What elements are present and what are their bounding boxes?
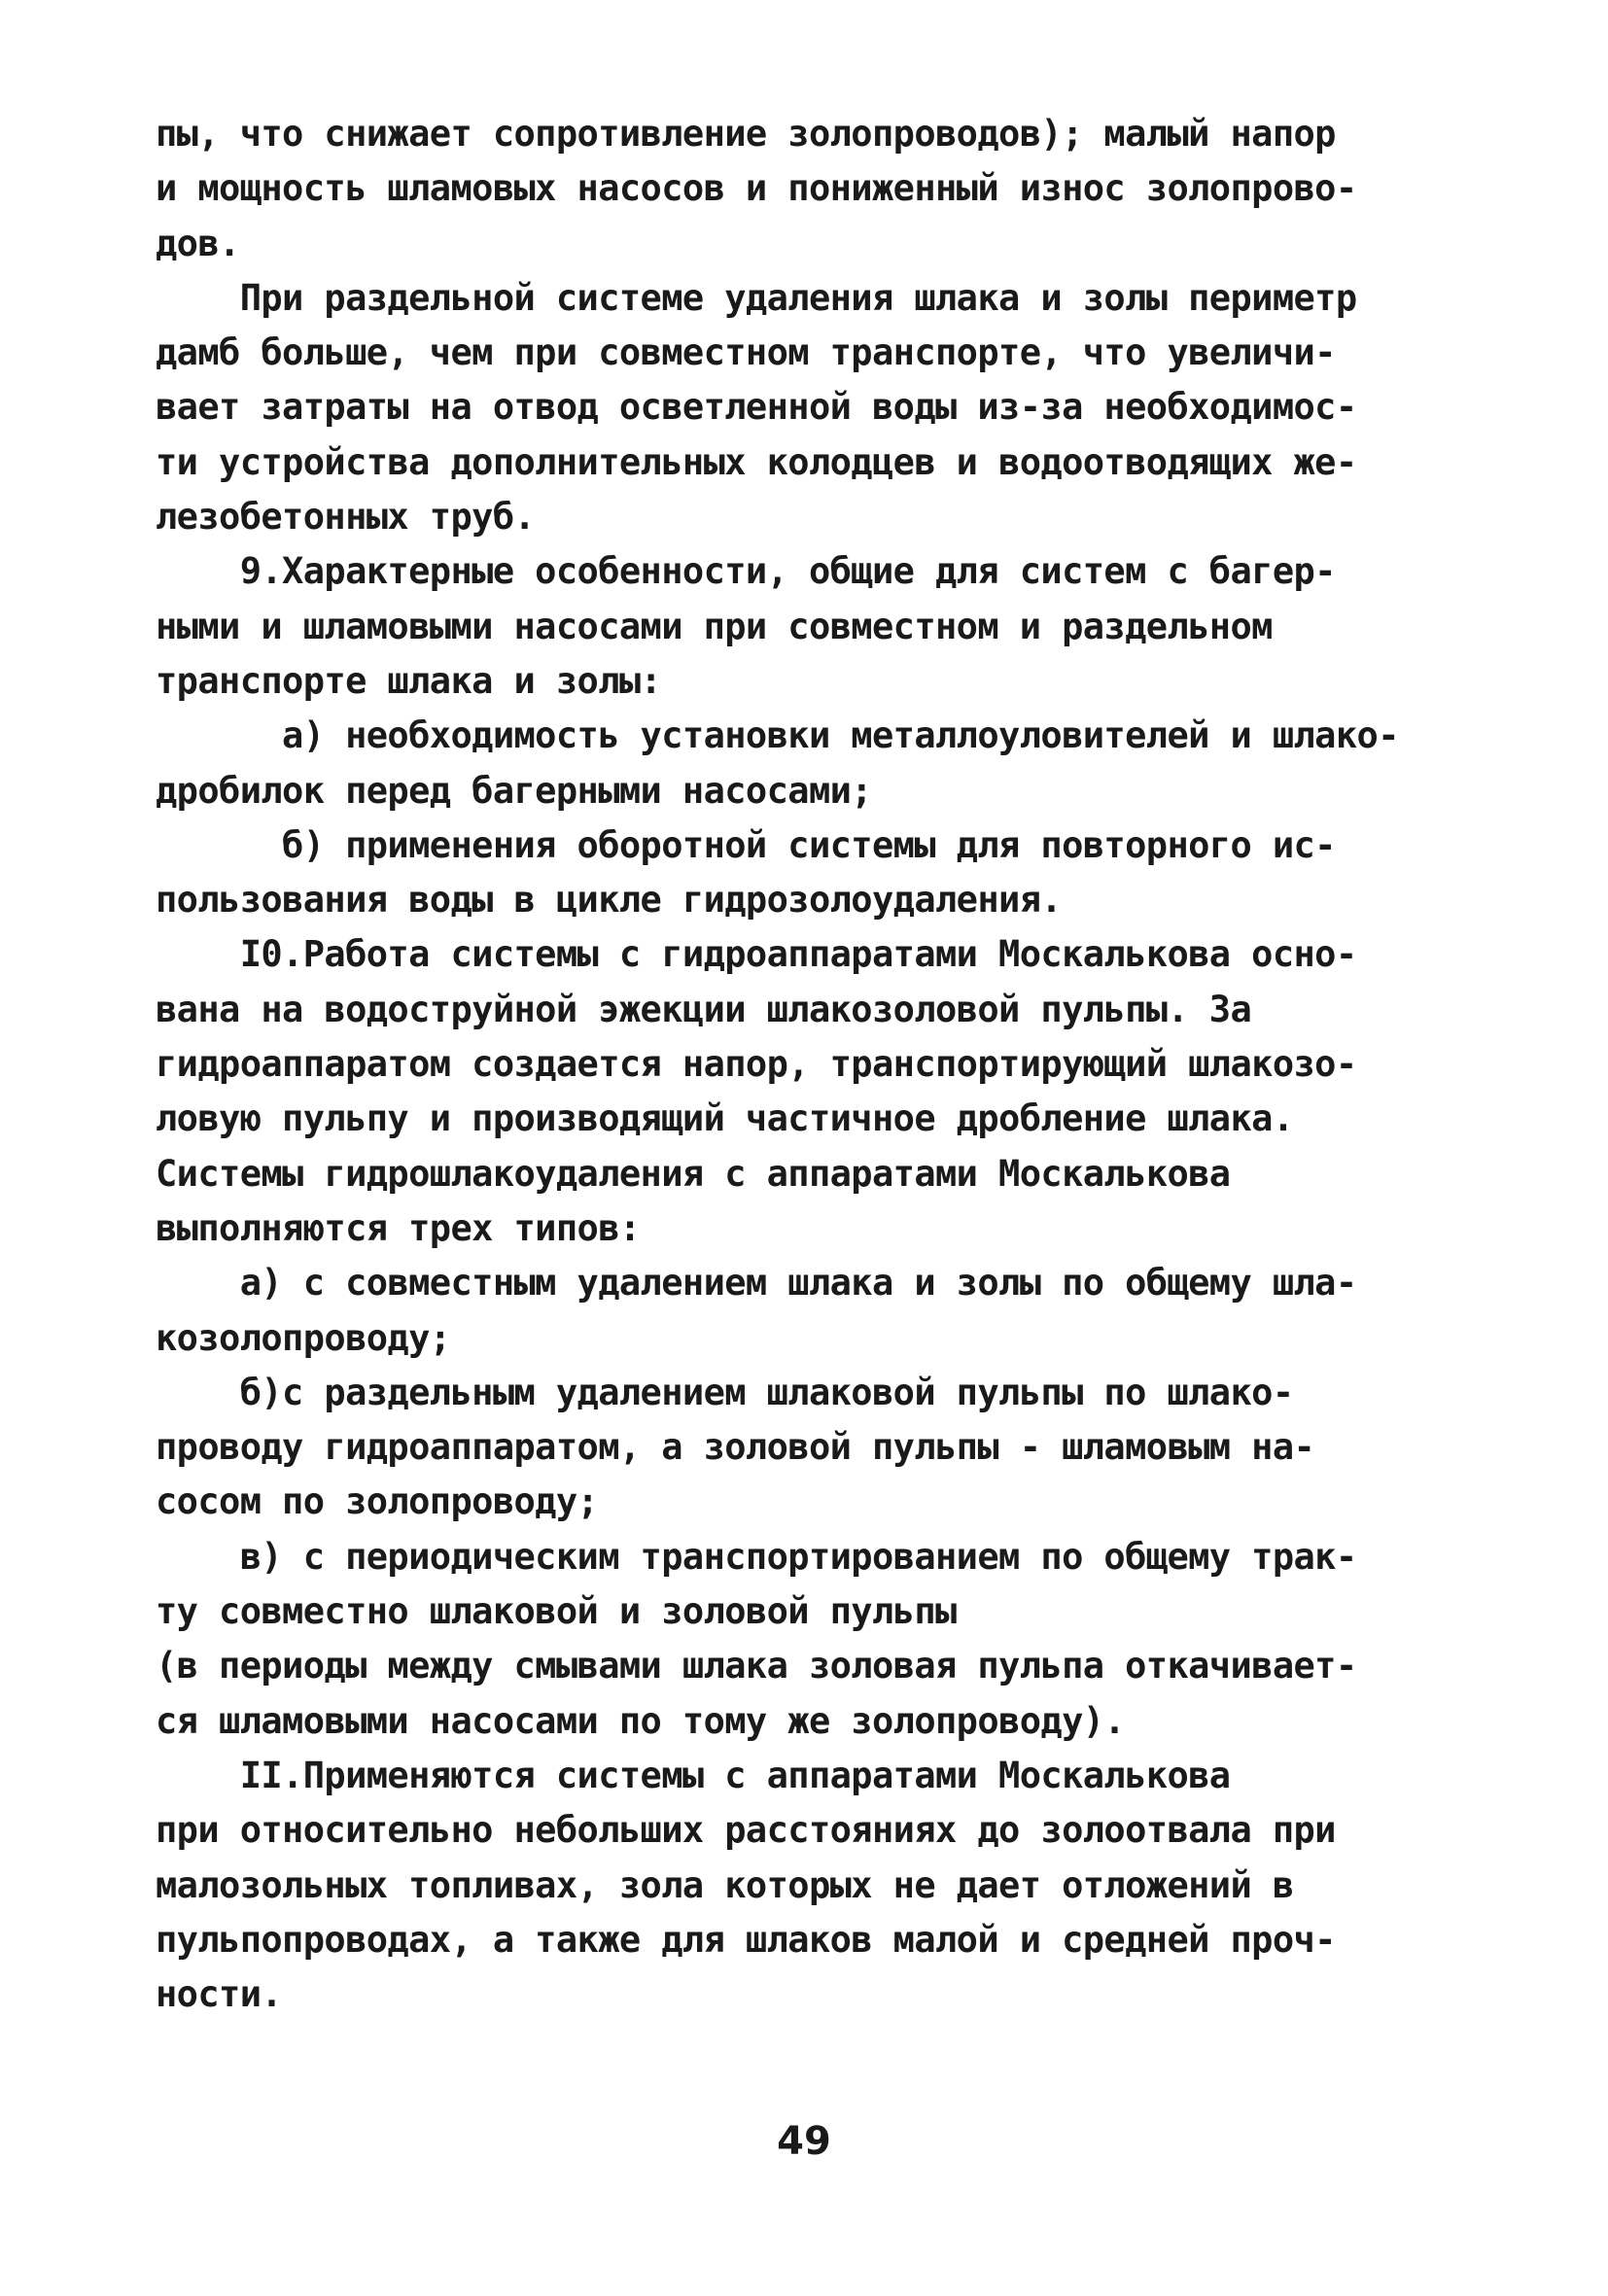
text-line: б)с раздельным удалением шлаковой пульпы по шлако-	[156, 1371, 1294, 1413]
text-line: транспорте шлака и золы:	[156, 659, 662, 702]
text-line: (в периоды между смывами шлака золовая пульпа откачивает-	[156, 1645, 1357, 1687]
text-line: дамб больше, чем при совместном транспорте, что увеличи-	[156, 331, 1336, 374]
text-line: ти устройства дополнительных колодцев и водоотводящих же-	[156, 440, 1357, 483]
text-line: пы, что снижает сопротивление золопроводов); малый напор	[156, 113, 1336, 155]
text-line: I0.Работа системы с гидроаппаратами Москалькова осно-	[156, 933, 1357, 976]
text-line: гидроаппаратом создается напор, транспортирующий шлакозо-	[156, 1043, 1357, 1086]
text-line: 9.Характерные особенности, общие для систем с багер-	[156, 550, 1336, 593]
text-line: сосом по золопроводу;	[156, 1480, 599, 1523]
text-line: и мощность шламовых насосов и пониженный износ золопрово-	[156, 167, 1357, 210]
text-line: выполняются трех типов:	[156, 1206, 641, 1249]
text-line: ту совместно шлаковой и золовой пульпы	[156, 1590, 957, 1633]
text-line: проводу гидроаппаратом, а золовой пульпы - шламовым на-	[156, 1426, 1315, 1469]
text-line: в) с периодическим транспортированием по общему трак-	[156, 1535, 1357, 1578]
text-line: При раздельной системе удаления шлака и золы периметр	[156, 276, 1357, 319]
text-line: вана на водоструйной эжекции шлакозоловой пульпы. За	[156, 988, 1252, 1030]
text-line: Системы гидрошлакоудаления с аппаратами Москалькова	[156, 1152, 1231, 1195]
text-line: пульпопроводах, а также для шлаков малой и средней проч-	[156, 1918, 1336, 1961]
text-line: лезобетонных труб.	[156, 496, 536, 539]
text-line: малозольных топливах, зола которых не дает отложений в	[156, 1863, 1294, 1906]
text-line: вает затраты на отвод осветленной воды из-за необходимос-	[156, 386, 1357, 429]
page-number: 49	[777, 2119, 831, 2164]
text-line: пользования воды в цикле гидрозолоудаления.	[156, 879, 1063, 922]
text-line: дробилок перед багерными насосами;	[156, 769, 872, 812]
text-line: дов.	[156, 222, 240, 264]
text-line: ловую пульпу и производящий частичное дробление шлака.	[156, 1097, 1294, 1140]
text-line: б) применения оборотной системы для повторного ис-	[156, 823, 1336, 866]
text-line: при относительно небольших расстояниях до золоотвала при	[156, 1809, 1336, 1852]
text-line: ности.	[156, 1973, 283, 2016]
text-line: ными и шламовыми насосами при совместном и раздельном	[156, 605, 1273, 647]
text-line: козолопроводу;	[156, 1316, 451, 1359]
text-line: ся шламовыми насосами по тому же золопроводу).	[156, 1699, 1126, 1742]
text-line: II.Применяются системы с аппаратами Москалькова	[156, 1754, 1231, 1796]
text-line: а) необходимость установки металлоуловителей и шлако-	[156, 714, 1399, 757]
body-text	[156, 107, 1468, 2022]
text-line: а) с совместным удалением шлака и золы по общему шла-	[156, 1262, 1357, 1305]
